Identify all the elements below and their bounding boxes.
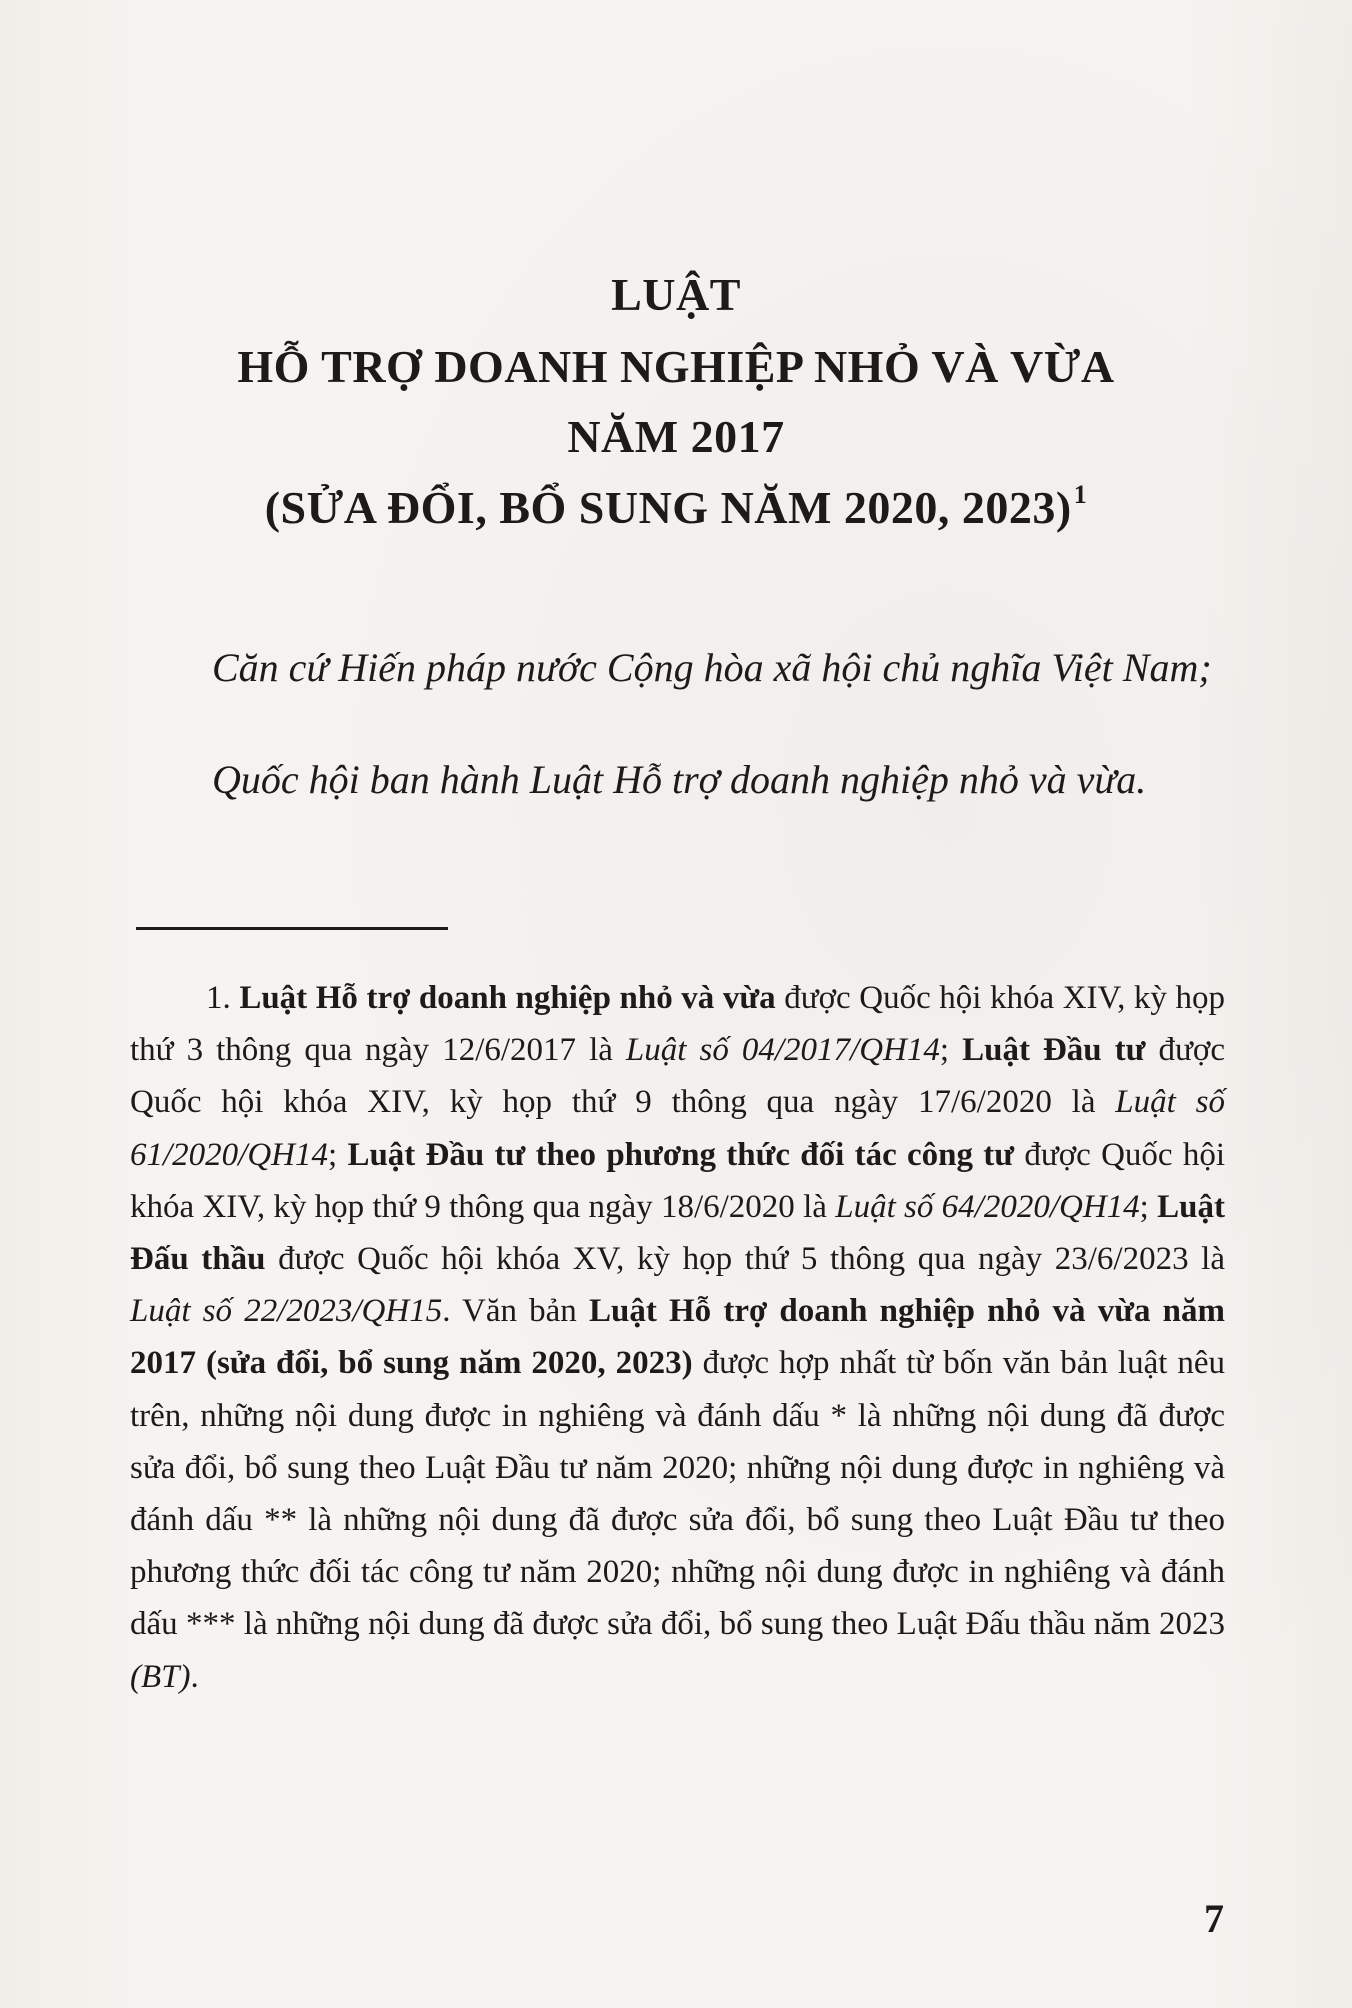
footnote-law-ppp: Luật Đầu tư theo phương thức đối tác công tư [347, 1136, 1015, 1173]
footnote-text-run: . Văn bản [442, 1293, 589, 1330]
footnote-law-number: Luật số 22/2023/QH15 [130, 1293, 443, 1330]
footnote-text-run: được Quốc hội khóa XIV, kỳ họp thứ 3 thông qua ngày 12/6/2017 là [130, 980, 1225, 1069]
footnote-law-investment: Luật Đầu tư [962, 1032, 1146, 1069]
footnote-law-sme: Luật Hỗ trợ doanh nghiệp nhỏ và vừa [239, 980, 776, 1016]
law-title-year: NĂM 2017 [567, 411, 785, 462]
footnote-text [130, 972, 1225, 1703]
law-title-name: HỖ TRỢ DOANH NGHIỆP NHỎ VÀ VỪA [237, 341, 1115, 392]
footnote-text-run: được Quốc hội khóa XIV, kỳ họp thứ 9 thông qua ngày 18/6/2020 là [130, 1136, 1225, 1225]
law-title-amendment-text: (SỬA ĐỔI, BỔ SUNG NĂM 2020, 2023) [264, 482, 1072, 533]
footnote-text-run: ; [939, 1032, 963, 1069]
preamble-constitution: Căn cứ Hiến pháp nước Cộng hòa xã hội chủ nghĩa Việt Nam; [212, 645, 1212, 690]
page-number: 7 [1204, 1896, 1224, 1941]
footnote-number: 1. [206, 980, 240, 1016]
footnote-consolidated-law: Luật Hỗ trợ doanh nghiệp nhỏ và vừa năm 2017 (sửa đổi, bổ sung năm 2020, 2023) [130, 1293, 1226, 1382]
footnote-text-run: được Quốc hội khóa XV, kỳ họp thứ 5 thông qua ngày 23/6/2023 là [265, 1241, 1225, 1278]
footnote-text-run: được hợp nhất từ bốn văn bản luật nêu trên, những nội dung được in nghiêng và đánh dấu * là những nội dung đã được sửa đổi, bổ sung theo Luật Đầu tư năm 2020; những nội dung được in nghiêng và đánh dấu ** là những nội dung đã được sửa đổi, bổ sung theo Luật Đầu tư theo phương thức đối tác công tư năm 2020; những nội dung được in nghiêng và đánh dấu *** là những nội dung đã được sửa đổi, bổ sung theo Luật Đấu thầu năm 2023 [130, 1345, 1226, 1643]
law-title-label: LUẬT [611, 269, 741, 320]
footnote-law-number: Luật số 04/2017/QH14 [625, 1032, 940, 1069]
footnote-text-run: . [190, 1658, 199, 1695]
footnote-reference: 1 [1073, 480, 1088, 509]
preamble-enactment: Quốc hội ban hành Luật Hỗ trợ doanh nghiệp nhỏ và vừa. [212, 757, 1147, 802]
footnote-law-bidding: Luật Đấu thầu [130, 1188, 1225, 1278]
footnote-editor-mark: (BT) [130, 1658, 191, 1695]
footnote-text-run: ; [328, 1136, 348, 1173]
footnote-text-run: được Quốc hội khóa XIV, kỳ họp thứ 9 thông qua ngày 17/6/2020 là [130, 1032, 1226, 1121]
footnote-law-number: Luật số 64/2020/QH14 [835, 1188, 1140, 1225]
footnote-text-run: ; [1139, 1188, 1158, 1225]
law-title-amendment [0, 480, 1352, 534]
footnote-divider [136, 927, 448, 930]
footnote-law-number: Luật số 61/2020/QH14 [130, 1084, 1225, 1173]
